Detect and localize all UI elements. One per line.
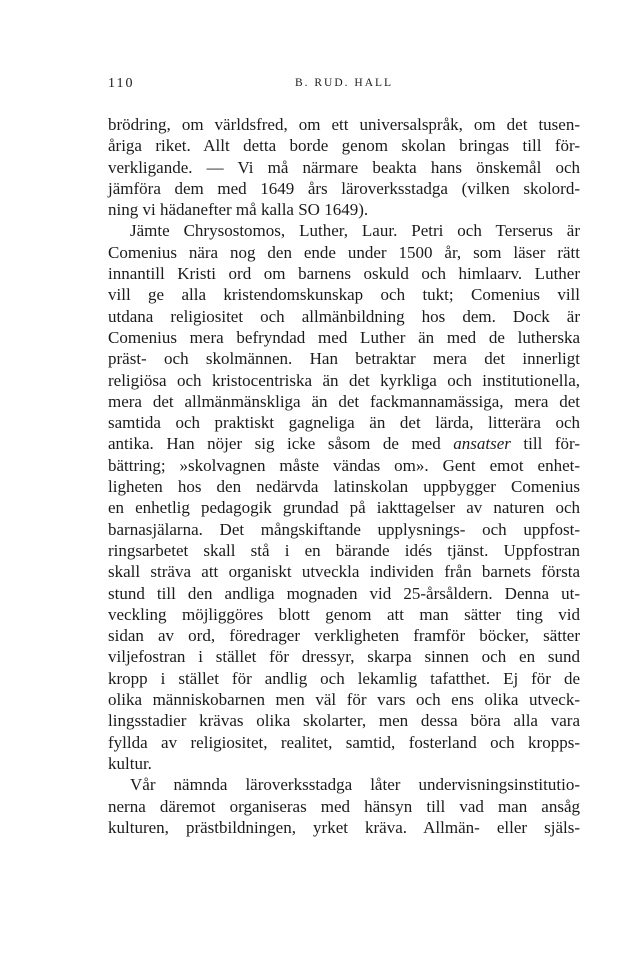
text-line: Comenius mera befryndad med Luther än med de lutherska: [108, 327, 580, 347]
text-line: samtida och praktiskt gagneliga än det lärda, litterära och: [108, 413, 580, 433]
paragraph-first-line: Vår nämnda läroverksstadga låter undervisningsinstitutio-: [130, 775, 580, 795]
text-line: mera det allmänmänskliga än det fackmannamässiga, mera det: [108, 391, 580, 411]
text-line: barnasjälarna. Det mångskiftande upplysnings- och uppfost-: [108, 519, 580, 539]
text-line: jämföra dem med 1649 års läroverksstadga (vilken skolord-: [108, 178, 580, 198]
text-line: åriga riket. Allt detta borde genom skolan bringas till för-: [108, 136, 580, 156]
text-line: ringsarbetet skall stå i en bärande idés tjänst. Uppfostran: [108, 540, 580, 560]
text-line: präst- och skolmännen. Han betraktar mera det innerligt: [108, 349, 580, 369]
text-line-with-italic: [108, 433, 580, 454]
page-header: [108, 76, 580, 98]
text-line: veckling möjliggöres blott genom att man sätter ting vid: [108, 604, 580, 624]
text-line: fyllda av religiositet, realitet, samtid, fosterland och kropps-: [108, 732, 580, 752]
text-line: viljefostran i stället för dressyr, skarpa sinnen och en sund: [108, 647, 580, 667]
text-line: stund till den andliga mognaden vid 25-årsåldern. Denna ut-: [108, 583, 580, 603]
text-line: Comenius nära nog den ende under 1500 år, som läser rätt: [108, 242, 580, 262]
text-line: kultur.: [108, 753, 152, 773]
page-number: 110: [108, 76, 135, 91]
body-text: [108, 114, 580, 838]
text-line: religiösa och kristocentriska än det kyrkliga och institutionella,: [108, 370, 580, 390]
text-line: en enhetlig pedagogik grundad på iakttagelser av naturen och: [108, 498, 580, 518]
running-title: B. RUD. HALL: [294, 77, 394, 89]
text-line: olika människobarnen men väl för vars och ens olika utveck-: [108, 690, 580, 710]
text-line: kulturen, prästbildningen, yrket kräva. Allmän- eller själs-: [108, 817, 580, 837]
line-segment: till för-: [523, 434, 580, 454]
text-line: sidan av ord, föredrager verkligheten framför böcker, sätter: [108, 626, 580, 646]
text-line: ning vi hädanefter må kalla SO 1649).: [108, 200, 369, 220]
text-line: verkligande. — Vi må närmare beakta hans önskemål och: [108, 157, 580, 177]
text-line: skall sträva att organiskt utveckla individen från barnets första: [108, 562, 580, 582]
text-line: bättring; »skolvagnen måste vändas om». Gent emot enhet-: [108, 455, 580, 475]
italic-term: ansatser: [453, 434, 511, 454]
text-line: vill ge alla kristendomskunskap och tukt; Comenius vill: [108, 285, 580, 305]
text-line: utdana religiositet och allmänbildning hos dem. Dock är: [108, 306, 580, 326]
text-line: ligheten hos den nedärvda latinskolan uppbygger Comenius: [108, 477, 580, 497]
text-line: brödring, om världsfred, om ett universalspråk, om det tusen-: [108, 115, 580, 134]
line-segment: antika. Han nöjer sig icke såsom de med: [108, 434, 441, 454]
text-line: innantill Kristi ord om barnens oskuld och himlaarv. Luther: [108, 264, 580, 284]
paragraph-first-line: Jämte Chrysostomos, Luther, Laur. Petri och Terserus är: [130, 221, 580, 241]
text-line: nerna däremot organiseras med hänsyn till vad man ansåg: [108, 796, 580, 816]
text-line: lingsstadier krävas olika skolarter, men dessa böra alla vara: [108, 711, 580, 731]
text-line: kropp i stället för andlig och lekamlig tafatthet. Ej för de: [108, 668, 580, 688]
